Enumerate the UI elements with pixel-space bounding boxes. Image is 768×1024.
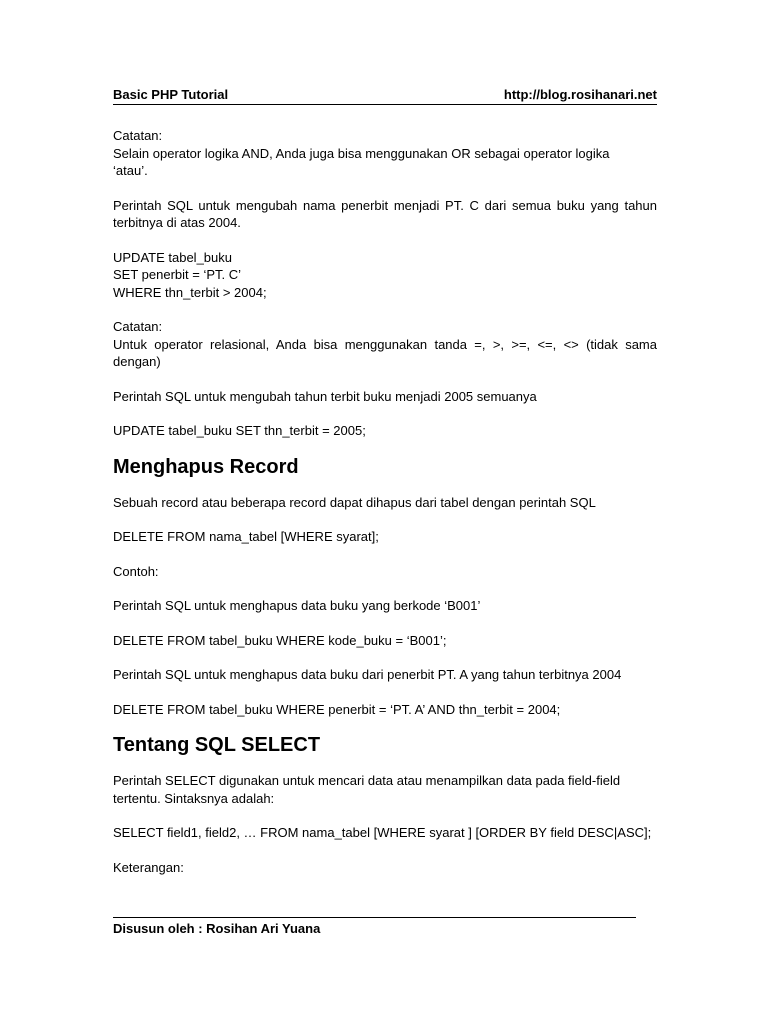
- paragraph-delete-kode: Perintah SQL untuk menghapus data buku yang berkode ‘B001’: [113, 598, 481, 613]
- section-heading-menghapus-record: Menghapus Record: [113, 455, 299, 478]
- catatan-label: Catatan:: [113, 319, 163, 334]
- catatan-text-line: ‘atau’.: [113, 163, 148, 178]
- contoh-label: Contoh:: [113, 563, 159, 579]
- page-content: [113, 127, 657, 876]
- paragraph-update-year: Perintah SQL untuk mengubah tahun terbit buku menjadi 2005 semuanya: [113, 388, 537, 404]
- header-title: Basic PHP Tutorial: [113, 87, 229, 102]
- code-line: SET penerbit = ‘PT. C’: [113, 267, 242, 282]
- page-footer: [113, 917, 636, 936]
- header-url: http://blog.rosihanari.net: [503, 87, 657, 102]
- section-heading-tentang-sql-select: Tentang SQL SELECT: [113, 734, 321, 756]
- code-line: DELETE FROM tabel_buku WHERE penerbit = ‘PT. A’ AND thn_terbit = 2004;: [113, 701, 561, 717]
- code-line: DELETE FROM nama_tabel [WHERE syarat];: [113, 529, 379, 544]
- paragraph-select-intro: [113, 772, 657, 807]
- code-line: UPDATE tabel_buku: [113, 249, 232, 265]
- catatan-text: [113, 145, 657, 180]
- catatan-text: Untuk operator relasional, Anda bisa menggunakan tanda =, >, >=, <=, <> (tidak sama dengan): [113, 336, 657, 369]
- paragraph-line: tertentu. Sintaksnya adalah:: [113, 790, 275, 806]
- code-line: DELETE FROM tabel_buku WHERE kode_buku = ‘B001’;: [113, 632, 447, 648]
- page-header: [113, 86, 657, 105]
- catatan-label: Catatan:: [113, 128, 163, 143]
- code-line: UPDATE tabel_buku SET thn_terbit = 2005;: [113, 423, 366, 438]
- code-line: SELECT field1, field2, … FROM nama_tabel [WHERE syarat ] [ORDER BY field DESC|ASC];: [113, 825, 652, 840]
- paragraph-line: Perintah SELECT digunakan untuk mencari data atau menampilkan data pada field-field: [113, 773, 621, 788]
- paragraph-delete-intro: Sebuah record atau beberapa record dapat dihapus dari tabel dengan perintah SQL: [113, 494, 596, 510]
- footer-author: Disusun oleh : Rosihan Ari Yuana: [113, 921, 321, 936]
- paragraph-delete-penerbit: Perintah SQL untuk menghapus data buku dari penerbit PT. A yang tahun terbitnya 2004: [113, 667, 622, 682]
- keterangan-label: Keterangan:: [113, 859, 184, 875]
- code-line: WHERE thn_terbit > 2004;: [113, 284, 267, 300]
- catatan-text-line: Selain operator logika AND, Anda juga bisa menggunakan OR sebagai operator logika: [113, 145, 610, 161]
- paragraph-update-description: Perintah SQL untuk mengubah nama penerbit menjadi PT. C dari semua buku yang tahun terbitnya di atas 2004.: [113, 197, 657, 230]
